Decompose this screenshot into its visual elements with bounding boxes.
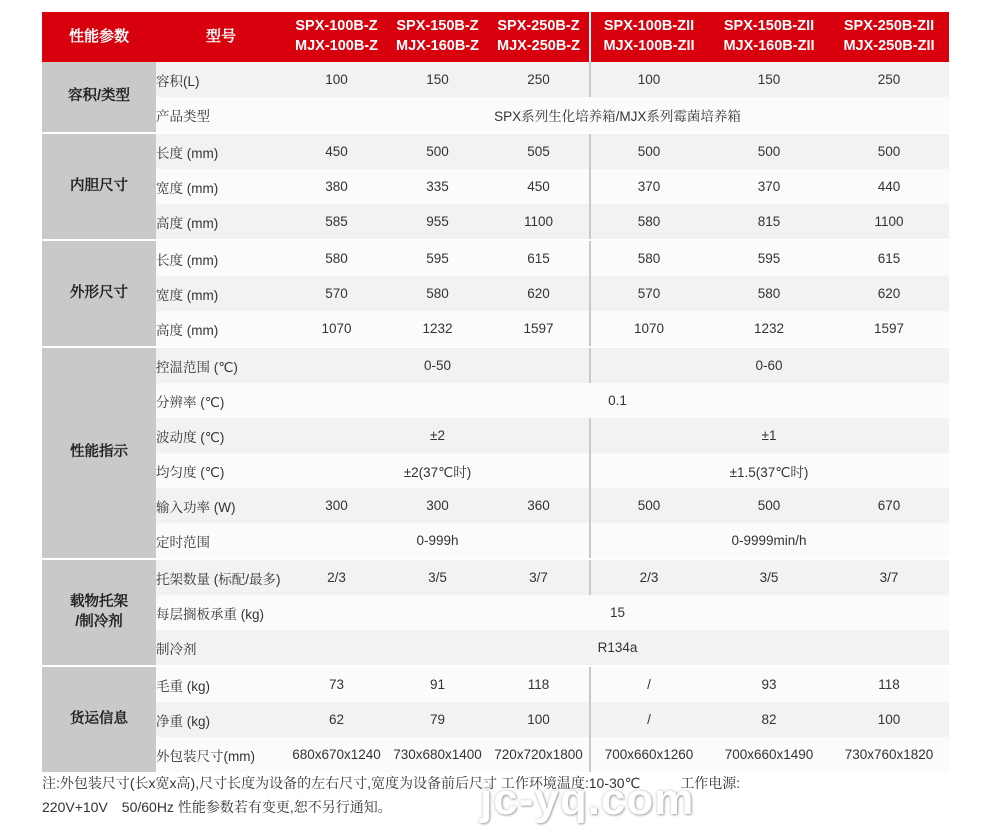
value-rack-count-2: 3/5: [387, 560, 488, 595]
value-net-weight-6: 100: [829, 702, 949, 737]
value-outer-height-3: 1597: [488, 311, 589, 346]
value-package-size-3: 720x720x1800: [488, 737, 589, 772]
table-row: [42, 737, 949, 772]
value-inner-length-6: 500: [829, 134, 949, 169]
header-col-2-line2: MJX-160B-Z: [396, 38, 479, 54]
header-col-6-line1: SPX-250B-ZII: [843, 18, 935, 35]
value-input-power-3: 360: [488, 488, 589, 523]
value-outer-length-1: 580: [286, 241, 387, 276]
footnote-power-label: 工作电源:: [680, 775, 741, 791]
value-inner-width-5: 370: [709, 169, 829, 204]
value-outer-width-1: 570: [286, 276, 387, 311]
label-product-type: 产品类型: [156, 97, 286, 132]
value-outer-height-4: 1070: [589, 311, 709, 346]
label-outer-width: 宽度 (mm): [156, 276, 286, 311]
value-temp-range-right: 0-60: [589, 348, 949, 383]
value-gross-weight-4: /: [589, 667, 709, 702]
label-inner-width: 宽度 (mm): [156, 169, 286, 204]
table-row: [42, 383, 949, 418]
group-rack-line2: /制冷剂: [75, 613, 123, 630]
value-outer-height-6: 1597: [829, 311, 949, 346]
value-outer-length-2: 595: [387, 241, 488, 276]
value-inner-length-3: 505: [488, 134, 589, 169]
header-col-1-line2: MJX-100B-Z: [295, 38, 378, 54]
value-inner-height-5: 815: [709, 204, 829, 239]
footnote-line2: 220V+10V 50/60Hz 性能参数若有变更,恕不另行通知。: [42, 798, 392, 815]
value-temp-range-left: 0-50: [286, 348, 589, 383]
value-uniformity-right: ±1.5(37℃时): [589, 453, 949, 488]
value-net-weight-5: 82: [709, 702, 829, 737]
table-row: [42, 62, 949, 97]
value-capacity-4: 100: [589, 62, 709, 97]
table-row: [42, 702, 949, 737]
header-col-4-line1: SPX-100B-ZII: [603, 18, 695, 35]
value-outer-width-4: 570: [589, 276, 709, 311]
label-rack-count: 托架数量 (标配/最多): [156, 560, 286, 595]
value-outer-height-2: 1232: [387, 311, 488, 346]
header-col-2-line1: SPX-150B-Z: [396, 18, 479, 35]
value-rack-count-6: 3/7: [829, 560, 949, 595]
value-gross-weight-2: 91: [387, 667, 488, 702]
value-outer-width-6: 620: [829, 276, 949, 311]
table-row: [42, 560, 949, 595]
label-resolution: 分辨率 (℃): [156, 383, 286, 418]
value-shelf-load: 15: [286, 595, 949, 630]
value-inner-width-3: 450: [488, 169, 589, 204]
value-rack-count-4: 2/3: [589, 560, 709, 595]
value-outer-width-2: 580: [387, 276, 488, 311]
value-input-power-1: 300: [286, 488, 387, 523]
header-col-4-line2: MJX-100B-ZII: [603, 38, 695, 54]
value-inner-height-3: 1100: [488, 204, 589, 239]
value-inner-length-2: 500: [387, 134, 488, 169]
table-row: [42, 276, 949, 311]
value-outer-length-5: 595: [709, 241, 829, 276]
label-inner-length: 长度 (mm): [156, 134, 286, 169]
label-outer-height: 高度 (mm): [156, 311, 286, 346]
label-fluctuation: 波动度 (℃): [156, 418, 286, 453]
table-row: [42, 488, 949, 523]
watermark: jc-yq.com: [480, 775, 695, 824]
label-input-power: 输入功率 (W): [156, 488, 286, 523]
group-rack-refrigerant: [42, 560, 156, 665]
value-fluctuation-left: ±2: [286, 418, 589, 453]
header-col-6: [829, 12, 949, 62]
value-timer-range-right: 0-9999min/h: [589, 523, 949, 558]
label-shelf-load: 每层搁板承重 (kg): [156, 595, 286, 630]
value-outer-length-4: 580: [589, 241, 709, 276]
value-gross-weight-5: 93: [709, 667, 829, 702]
header-model: 型号: [156, 12, 286, 62]
value-package-size-2: 730x680x1400: [387, 737, 488, 772]
value-outer-width-5: 580: [709, 276, 829, 311]
value-inner-height-4: 580: [589, 204, 709, 239]
value-package-size-5: 700x660x1490: [709, 737, 829, 772]
value-input-power-5: 500: [709, 488, 829, 523]
value-capacity-5: 150: [709, 62, 829, 97]
value-rack-count-5: 3/5: [709, 560, 829, 595]
group-rack-line1: 载物托架: [70, 593, 128, 610]
label-refrigerant: 制冷剂: [156, 630, 286, 665]
value-input-power-2: 300: [387, 488, 488, 523]
value-net-weight-4: /: [589, 702, 709, 737]
value-outer-height-5: 1232: [709, 311, 829, 346]
table-row: [42, 134, 949, 169]
value-net-weight-2: 79: [387, 702, 488, 737]
label-uniformity: 均匀度 (℃): [156, 453, 286, 488]
value-input-power-6: 670: [829, 488, 949, 523]
label-package-size: 外包装尺寸(mm): [156, 737, 286, 772]
value-gross-weight-3: 118: [488, 667, 589, 702]
table-header: [42, 12, 949, 62]
value-inner-height-1: 585: [286, 204, 387, 239]
value-package-size-6: 730x760x1820: [829, 737, 949, 772]
group-freight: 货运信息: [42, 667, 156, 772]
value-inner-length-1: 450: [286, 134, 387, 169]
value-net-weight-3: 100: [488, 702, 589, 737]
label-timer-range: 定时范围: [156, 523, 286, 558]
value-inner-length-4: 500: [589, 134, 709, 169]
value-package-size-4: 700x660x1260: [589, 737, 709, 772]
value-resolution: 0.1: [286, 383, 949, 418]
table-row: [42, 241, 949, 276]
table-row: [42, 169, 949, 204]
table-row: [42, 595, 949, 630]
value-capacity-1: 100: [286, 62, 387, 97]
group-capacity: 容积/类型: [42, 62, 156, 132]
header-col-3-line2: MJX-250B-Z: [497, 38, 580, 54]
value-inner-width-6: 440: [829, 169, 949, 204]
value-capacity-2: 150: [387, 62, 488, 97]
value-timer-range-left: 0-999h: [286, 523, 589, 558]
footnote-line1: 注:外包装尺寸(长x宽x高),尺寸长度为设备的左右尺寸,宽度为设备前后尺寸 工作环境温度:10-30℃: [42, 775, 641, 791]
footnote: [42, 772, 952, 820]
value-inner-width-2: 335: [387, 169, 488, 204]
table-row: [42, 204, 949, 239]
label-inner-height: 高度 (mm): [156, 204, 286, 239]
table-row: [42, 523, 949, 558]
value-rack-count-1: 2/3: [286, 560, 387, 595]
header-col-6-line2: MJX-250B-ZII: [843, 38, 935, 54]
value-outer-width-3: 620: [488, 276, 589, 311]
table-row: [42, 453, 949, 488]
value-gross-weight-1: 73: [286, 667, 387, 702]
specification-table: [42, 12, 949, 772]
value-input-power-4: 500: [589, 488, 709, 523]
value-outer-height-1: 1070: [286, 311, 387, 346]
value-inner-length-5: 500: [709, 134, 829, 169]
value-uniformity-left: ±2(37℃时): [286, 453, 589, 488]
value-net-weight-1: 62: [286, 702, 387, 737]
value-inner-height-6: 1100: [829, 204, 949, 239]
value-inner-width-1: 380: [286, 169, 387, 204]
group-outer-dimensions: 外形尺寸: [42, 241, 156, 346]
header-col-2: [387, 12, 488, 62]
value-refrigerant: R134a: [286, 630, 949, 665]
value-capacity-6: 250: [829, 62, 949, 97]
value-gross-weight-6: 118: [829, 667, 949, 702]
value-product-type: SPX系列生化培养箱/MJX系列霉菌培养箱: [286, 97, 949, 132]
label-capacity: 容积(L): [156, 62, 286, 97]
label-gross-weight: 毛重 (kg): [156, 667, 286, 702]
label-temp-range: 控温范围 (℃): [156, 348, 286, 383]
value-outer-length-3: 615: [488, 241, 589, 276]
header-performance-param: 性能参数: [42, 12, 156, 62]
label-outer-length: 长度 (mm): [156, 241, 286, 276]
table-row: [42, 630, 949, 665]
value-capacity-3: 250: [488, 62, 589, 97]
table-row: [42, 418, 949, 453]
label-net-weight: 净重 (kg): [156, 702, 286, 737]
value-package-size-1: 680x670x1240: [286, 737, 387, 772]
table-row: [42, 311, 949, 346]
header-col-1: [286, 12, 387, 62]
table-row: [42, 667, 949, 702]
header-col-5-line2: MJX-160B-ZII: [723, 38, 815, 54]
value-outer-length-6: 615: [829, 241, 949, 276]
header-col-3-line1: SPX-250B-Z: [497, 18, 580, 35]
value-fluctuation-right: ±1: [589, 418, 949, 453]
header-col-5: [709, 12, 829, 62]
table-row: [42, 97, 949, 132]
value-inner-height-2: 955: [387, 204, 488, 239]
group-performance: 性能指示: [42, 348, 156, 558]
value-inner-width-4: 370: [589, 169, 709, 204]
header-col-3: [488, 12, 589, 62]
table-row: [42, 348, 949, 383]
header-col-1-line1: SPX-100B-Z: [295, 18, 378, 35]
specification-sheet: [42, 12, 949, 772]
value-rack-count-3: 3/7: [488, 560, 589, 595]
table-body: [42, 62, 949, 772]
group-inner-dimensions: 内胆尺寸: [42, 134, 156, 239]
header-col-4: [589, 12, 709, 62]
header-col-5-line1: SPX-150B-ZII: [723, 18, 815, 35]
